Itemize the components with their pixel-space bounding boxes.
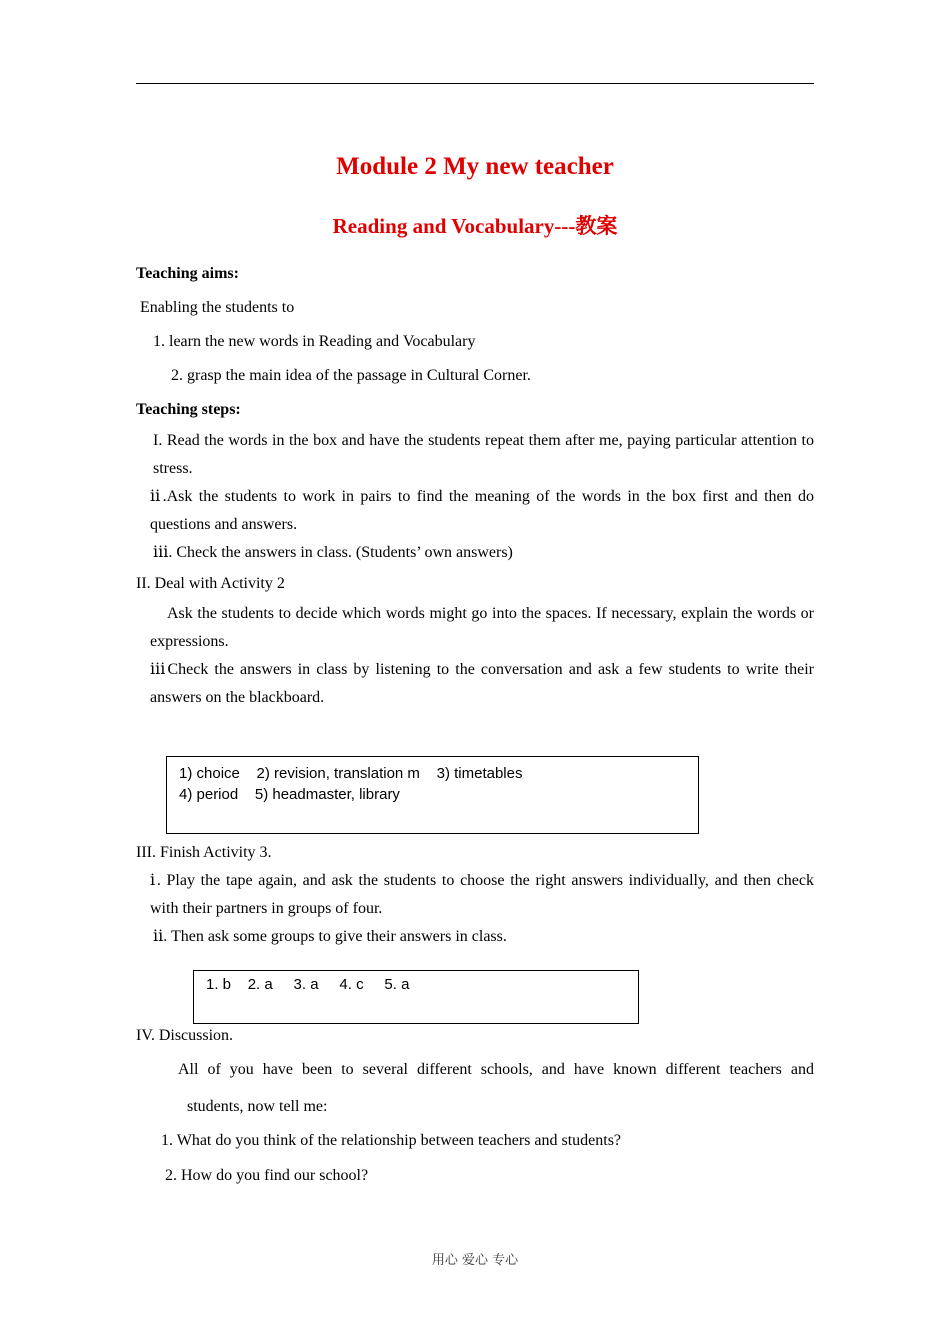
aims-intro: Enabling the students to <box>140 299 295 316</box>
activity-3-step-i: ⅰ. Play the tape again, and ask the students to choose the right answers individually, and then check with their partners in groups of four. <box>150 872 814 917</box>
step-2: ⅱ.Ask the students to work in pairs to find the meaning of the words in the box first and then do questions and answers. <box>150 488 814 533</box>
page-title: Module 2 My new teacher <box>336 153 614 180</box>
page-subtitle: Reading and Vocabulary---教案 <box>332 214 618 238</box>
discussion-intro-line-1: All of you have been to several different schools, and have known different teachers and <box>178 1061 814 1078</box>
step-activity-2-check: ⅲCheck the answers in class by listening to the conversation and ask a few students to write their answers on the blackboard. <box>150 661 814 706</box>
activity-3-heading: III. Finish Activity 3. <box>136 844 272 861</box>
teaching-aims-heading: Teaching aims: <box>136 265 239 282</box>
answer-box-line-1: 1) choice 2) revision, translation m 3) timetables <box>179 765 523 782</box>
answer-box-2-line-1: 1. b 2. a 3. a 4. c 5. a <box>206 976 410 993</box>
answer-box-activity-2 <box>166 756 699 834</box>
answer-box-activity-3 <box>193 970 639 1024</box>
header-rule <box>136 83 814 84</box>
aims-item-2: 2. grasp the main idea of the passage in Cultural Corner. <box>171 367 531 384</box>
discussion-heading: IV. Discussion. <box>136 1027 234 1044</box>
step-activity-2-desc: Ask the students to decide which words might go into the spaces. If necessary, explain the words or expressions. <box>150 605 814 650</box>
page-footer: 用心 爱心 专心 <box>431 1253 519 1268</box>
aims-item-1: 1. learn the new words in Reading and Vocabulary <box>153 333 476 350</box>
discussion-question-2: 2. How do you find our school? <box>165 1167 369 1184</box>
teaching-steps-heading: Teaching steps: <box>136 401 241 418</box>
discussion-intro-line-2: students, now tell me: <box>187 1098 328 1115</box>
step-activity-2: II. Deal with Activity 2 <box>136 575 285 592</box>
step-1: I. Read the words in the box and have the students repeat them after me, paying particular attention to stress. <box>153 432 814 477</box>
answer-box-line-2: 4) period 5) headmaster, library <box>179 786 400 803</box>
step-3: ⅲ. Check the answers in class. (Students’ own answers) <box>153 544 513 561</box>
activity-3-step-ii: ⅱ. Then ask some groups to give their answers in class. <box>153 928 507 945</box>
discussion-question-1: 1. What do you think of the relationship between teachers and students? <box>161 1132 622 1149</box>
